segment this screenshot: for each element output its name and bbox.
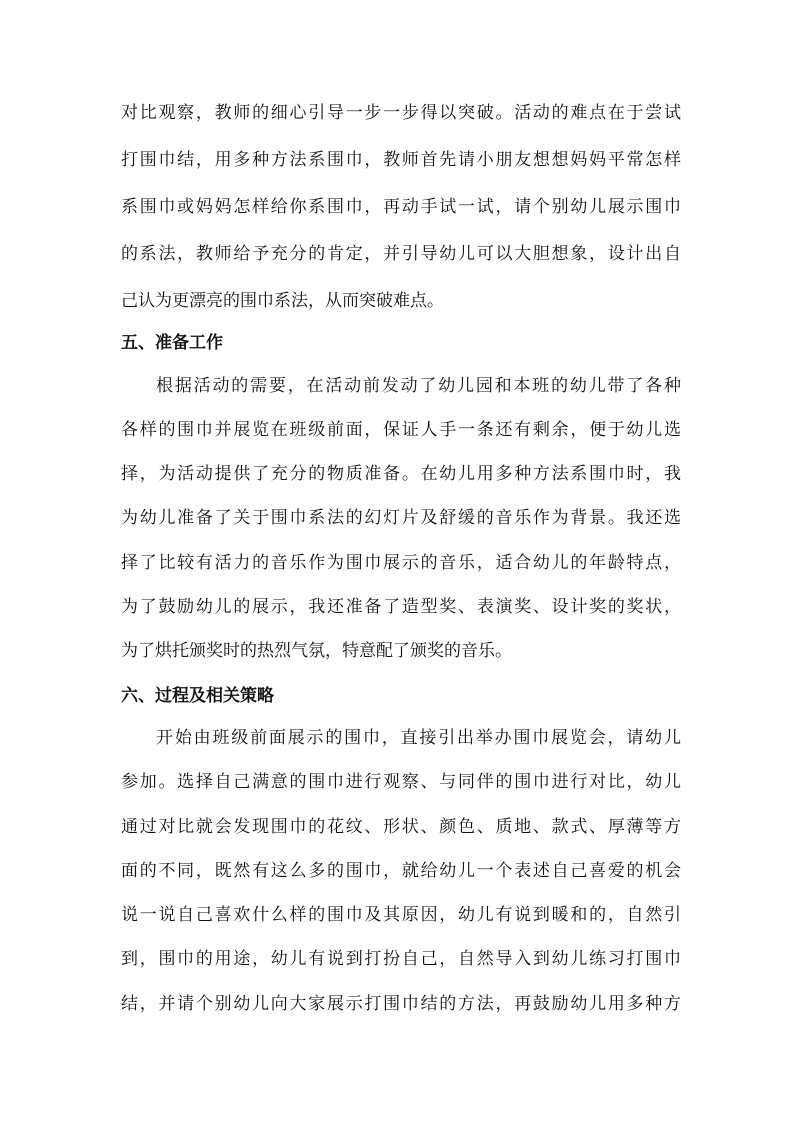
paragraph-line: 对比观察，教师的细心引导一步一步得以突破。活动的难点在于尝试 (121, 103, 681, 123)
paragraph-line: 到，围巾的用途，幼儿有说到打扮自己，自然导入到幼儿练习打围巾 (121, 949, 681, 969)
paragraph-line: 为幼儿准备了关于围巾系法的幻灯片及舒缓的音乐作为背景。我还选 (121, 508, 681, 528)
section-heading-5: 五、准备工作 (121, 333, 223, 353)
paragraph-line: 为了烘托颁奖时的热烈气氛，特意配了颁奖的音乐。 (121, 641, 512, 661)
paragraph-line: 择了比较有活力的音乐作为围巾展示的音乐，适合幼儿的年龄特点， (121, 553, 681, 573)
paragraph-line: 结，并请个别幼儿向大家展示打围巾结的方法，再鼓励幼儿用多种方 (121, 994, 681, 1014)
paragraph-line: 通过对比就会发现围巾的花纹、形状、颜色、质地、款式、厚薄等方 (121, 817, 681, 837)
paragraph-line: 己认为更漂亮的围巾系法，从而突破难点。 (121, 291, 444, 311)
section-heading-6: 六、过程及相关策略 (121, 686, 274, 706)
paragraph-line: 开始由班级前面展示的围巾，直接引出举办围巾展览会，请幼儿 (156, 728, 681, 748)
paragraph-line: 根据活动的需要，在活动前发动了幼儿园和本班的幼儿带了各种 (156, 376, 681, 396)
paragraph-line: 各样的围巾并展览在班级前面，保证人手一条还有剩余，便于幼儿选 (121, 420, 681, 440)
paragraph-line: 面的不同，既然有这么多的围巾，就给幼儿一个表述自己喜爱的机会 (121, 861, 681, 881)
paragraph-line: 参加。选择自己满意的围巾进行观察、与同伴的围巾进行对比，幼儿 (121, 772, 681, 792)
paragraph-line: 系围巾或妈妈怎样给你系围巾，再动手试一试，请个别幼儿展示围巾 (121, 197, 681, 217)
paragraph-line: 说一说自己喜欢什么样的围巾及其原因，幼儿有说到暖和的，自然引 (121, 905, 681, 925)
paragraph-line: 打围巾结，用多种方法系围巾，教师首先请小朋友想想妈妈平常怎样 (121, 150, 681, 170)
paragraph-line: 为了鼓励幼儿的展示，我还准备了造型奖、表演奖、设计奖的奖状， (121, 597, 681, 617)
paragraph-line: 的系法，教师给予充分的肯定，并引导幼儿可以大胆想象，设计出自 (121, 244, 681, 264)
paragraph-line: 择，为活动提供了充分的物质准备。在幼儿用多种方法系围巾时，我 (121, 464, 681, 484)
